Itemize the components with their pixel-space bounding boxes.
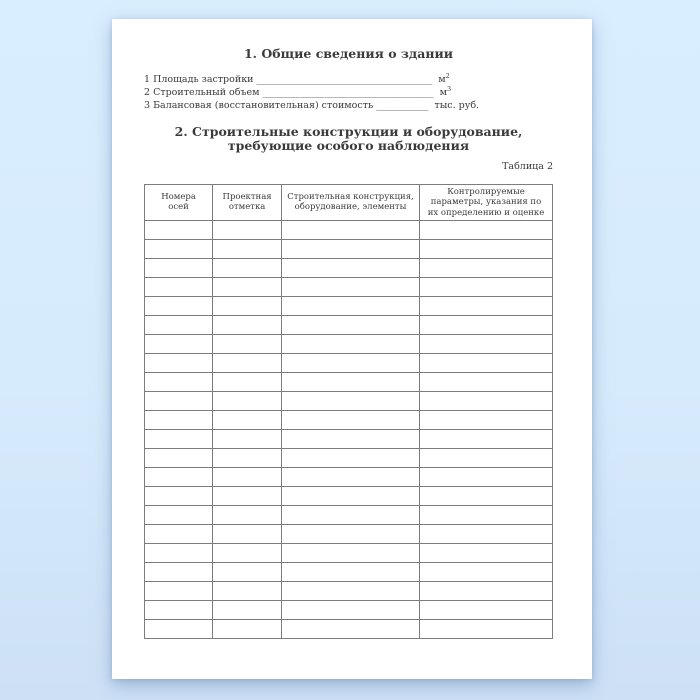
table-row bbox=[145, 373, 553, 392]
table-cell bbox=[419, 468, 552, 487]
table-cell bbox=[145, 411, 213, 430]
unit-superscript: 2 bbox=[445, 71, 450, 80]
table-cell bbox=[419, 373, 552, 392]
table-row bbox=[145, 620, 553, 639]
field-label: 1 Площадь застройки bbox=[144, 73, 254, 85]
table-cell bbox=[282, 468, 420, 487]
field-blank: ___________ bbox=[376, 99, 429, 111]
form-page bbox=[112, 19, 592, 679]
section2-title: 2. Строительные конструкции и оборудование, требующие особого наблюдения bbox=[174, 123, 523, 153]
table-cell bbox=[282, 373, 420, 392]
table-row bbox=[145, 563, 553, 582]
table-cell bbox=[419, 430, 552, 449]
table-row bbox=[145, 506, 553, 525]
table-row bbox=[145, 468, 553, 487]
field-line-building-area bbox=[144, 73, 553, 86]
table-cell bbox=[145, 487, 213, 506]
table-cell bbox=[213, 582, 282, 601]
table-header-row bbox=[145, 184, 553, 221]
table-row bbox=[145, 487, 553, 506]
section1-title: 1. Общие сведения о здании bbox=[243, 46, 454, 61]
field-line-building-volume bbox=[144, 86, 553, 99]
table-cell bbox=[145, 506, 213, 525]
table-cell bbox=[282, 563, 420, 582]
table-cell bbox=[213, 468, 282, 487]
inspection-table-body bbox=[145, 221, 553, 639]
table-cell bbox=[145, 373, 213, 392]
table-cell bbox=[213, 373, 282, 392]
table-cell bbox=[213, 430, 282, 449]
table-cell bbox=[282, 240, 420, 259]
table-cell bbox=[145, 392, 213, 411]
field-unit: тыс. руб. bbox=[434, 99, 480, 111]
column-header-structure-equipment: Строительная конструкция, оборудование, элементы bbox=[282, 184, 420, 221]
table-cell bbox=[282, 278, 420, 297]
table-cell bbox=[145, 449, 213, 468]
table-row bbox=[145, 278, 553, 297]
table-cell bbox=[282, 620, 420, 639]
field-unit: $м^3$ bbox=[439, 84, 452, 98]
table-row bbox=[145, 544, 553, 563]
table-cell bbox=[282, 411, 420, 430]
table-row bbox=[145, 601, 553, 620]
table-cell bbox=[213, 221, 282, 240]
table-cell bbox=[419, 411, 552, 430]
table-cell bbox=[145, 297, 213, 316]
table-cell bbox=[419, 563, 552, 582]
table-cell bbox=[213, 449, 282, 468]
table-cell bbox=[282, 601, 420, 620]
table-cell bbox=[145, 240, 213, 259]
field-label: 3 Балансовая (восстановительная) стоимость bbox=[144, 99, 374, 111]
table-cell bbox=[419, 544, 552, 563]
table-cell bbox=[419, 392, 552, 411]
table-row bbox=[145, 221, 553, 240]
table-row bbox=[145, 430, 553, 449]
table-cell bbox=[213, 240, 282, 259]
table-cell bbox=[282, 525, 420, 544]
table-cell bbox=[282, 430, 420, 449]
table-cell bbox=[145, 221, 213, 240]
table-cell bbox=[419, 259, 552, 278]
general-info-fields bbox=[144, 73, 553, 112]
table-cell bbox=[213, 506, 282, 525]
table-cell bbox=[419, 620, 552, 639]
table-cell bbox=[419, 449, 552, 468]
table-cell bbox=[213, 259, 282, 278]
table-cell bbox=[282, 544, 420, 563]
field-blank: _____________________________________ bbox=[256, 73, 433, 85]
table-cell bbox=[419, 316, 552, 335]
table-row bbox=[145, 297, 553, 316]
table-row bbox=[145, 525, 553, 544]
table-cell bbox=[145, 563, 213, 582]
column-header-design-mark: Проектная отметка bbox=[213, 184, 282, 221]
table-row bbox=[145, 411, 553, 430]
table-cell bbox=[145, 468, 213, 487]
table-row bbox=[145, 316, 553, 335]
inspection-table bbox=[144, 184, 553, 640]
table-cell bbox=[419, 506, 552, 525]
column-header-axis-numbers: Номера осей bbox=[145, 184, 213, 221]
unit-superscript: 3 bbox=[447, 84, 452, 93]
table-cell bbox=[213, 278, 282, 297]
table-cell bbox=[213, 335, 282, 354]
table-cell bbox=[213, 525, 282, 544]
table-row bbox=[145, 449, 553, 468]
table-cell bbox=[213, 411, 282, 430]
table-cell bbox=[145, 620, 213, 639]
table-cell bbox=[419, 278, 552, 297]
table-cell bbox=[282, 392, 420, 411]
table-cell bbox=[419, 297, 552, 316]
column-header-controlled-parameters: Контролируемые параметры, указания по их определению и оценке bbox=[419, 184, 552, 221]
table-cell bbox=[419, 487, 552, 506]
table-cell bbox=[145, 335, 213, 354]
table-cell bbox=[282, 582, 420, 601]
table-cell bbox=[419, 525, 552, 544]
table-cell bbox=[282, 487, 420, 506]
table-cell bbox=[282, 221, 420, 240]
field-line-balance-cost bbox=[144, 99, 553, 112]
table-cell bbox=[282, 506, 420, 525]
table-cell bbox=[213, 316, 282, 335]
table-cell bbox=[145, 278, 213, 297]
table-cell bbox=[419, 601, 552, 620]
table-cell bbox=[282, 297, 420, 316]
table-cell bbox=[145, 430, 213, 449]
table-cell bbox=[145, 354, 213, 373]
table-cell bbox=[213, 297, 282, 316]
table-cell bbox=[419, 582, 552, 601]
table-cell bbox=[213, 601, 282, 620]
table-row bbox=[145, 582, 553, 601]
table-cell bbox=[145, 259, 213, 278]
table-cell bbox=[419, 240, 552, 259]
table-cell bbox=[145, 582, 213, 601]
table-cell bbox=[419, 354, 552, 373]
table-cell bbox=[282, 316, 420, 335]
table-cell bbox=[213, 354, 282, 373]
table-cell bbox=[282, 354, 420, 373]
table-cell bbox=[213, 392, 282, 411]
table-cell bbox=[213, 487, 282, 506]
table-cell bbox=[213, 620, 282, 639]
table-cell bbox=[145, 601, 213, 620]
field-label: 2 Строительный объем bbox=[144, 86, 260, 98]
table-row bbox=[145, 335, 553, 354]
table-row bbox=[145, 392, 553, 411]
table-cell bbox=[282, 259, 420, 278]
table-caption: Таблица 2 bbox=[502, 160, 553, 172]
table-cell bbox=[145, 544, 213, 563]
table-row bbox=[145, 240, 553, 259]
table-cell bbox=[145, 525, 213, 544]
table-row bbox=[145, 354, 553, 373]
table-cell bbox=[419, 221, 552, 240]
table-cell bbox=[282, 335, 420, 354]
table-cell bbox=[419, 335, 552, 354]
field-unit: $м^2$ bbox=[438, 71, 450, 85]
table-row bbox=[145, 259, 553, 278]
field-blank: ____________________________________ bbox=[262, 86, 434, 98]
table-cell bbox=[145, 316, 213, 335]
table-cell bbox=[282, 449, 420, 468]
table-cell bbox=[213, 544, 282, 563]
table-cell bbox=[213, 563, 282, 582]
